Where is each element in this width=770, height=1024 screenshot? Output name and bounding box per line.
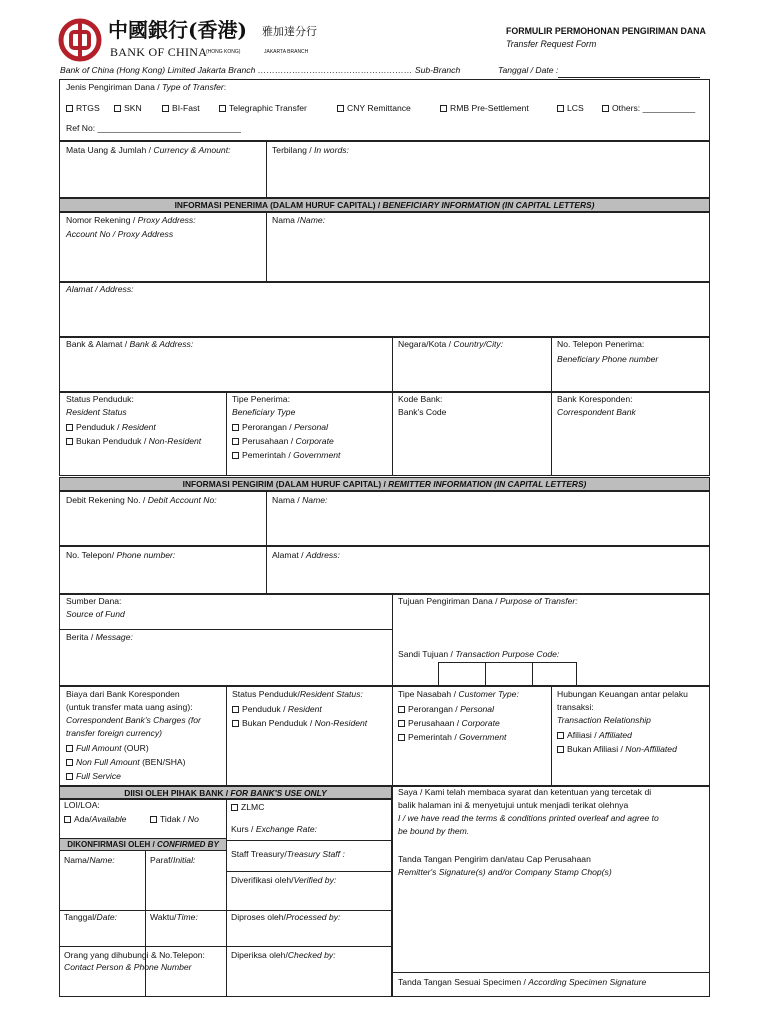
checkbox[interactable] xyxy=(114,105,121,112)
beneficiary-account-label[interactable] xyxy=(66,214,196,228)
option-skn[interactable] xyxy=(114,102,142,114)
option-bi-fast[interactable] xyxy=(162,102,200,114)
contact-person-label[interactable]: Orang yang dihubungi & No.Telepon: xyxy=(64,950,205,960)
cust-opt2-en: Corporate xyxy=(461,718,500,728)
signature-label-en: Remitter's Signature(s) and/or Company Stamp Chop(s) xyxy=(398,867,612,877)
checkbox[interactable] xyxy=(398,720,405,727)
resident-opt1-id: Penduduk / xyxy=(76,422,122,432)
date-label-text: Tanggal / Date : xyxy=(498,65,559,75)
checkbox[interactable] xyxy=(66,773,73,780)
account-en1: Proxy Address: xyxy=(137,215,196,225)
words-label-en: In words: xyxy=(314,145,349,155)
purpose-code-id: Sandi Tujuan / xyxy=(398,649,456,659)
confirm-time-label[interactable] xyxy=(150,911,198,925)
option-label: SKN xyxy=(124,103,142,113)
customer-type-label xyxy=(398,688,519,702)
checkbox[interactable] xyxy=(232,452,239,459)
bank-use-band-en: FOR BANK'S USE ONLY xyxy=(230,788,327,798)
checkbox[interactable] xyxy=(398,706,405,713)
specimen-signature-label xyxy=(398,976,646,990)
name-id: Nama / xyxy=(272,215,300,225)
checkbox[interactable] xyxy=(219,105,226,112)
transfer-type-label xyxy=(66,81,226,95)
checkbox[interactable] xyxy=(232,438,239,445)
purpose-code-en: Transaction Purpose Code: xyxy=(455,649,560,659)
non-full-amount-option[interactable] xyxy=(66,756,186,768)
contact-person-en: Contact Person & Phone Number xyxy=(64,962,192,972)
account-id: Nomor Rekening / xyxy=(66,215,138,225)
remitter-phone-en: Phone number: xyxy=(116,550,176,560)
full-service-option[interactable] xyxy=(66,770,121,782)
checkbox[interactable] xyxy=(602,105,609,112)
checkbox[interactable] xyxy=(66,105,73,112)
resident-opt2-en: Non-Resident xyxy=(148,436,202,446)
treasury-id: Staff Treasury/ xyxy=(231,849,287,859)
remitter-resident-label xyxy=(232,688,363,702)
resident-status-en: Resident Status xyxy=(66,407,127,417)
res-opt1-en: Resident xyxy=(287,704,322,714)
bank-name-cn: 中國銀行(香港) xyxy=(108,18,247,42)
message-en: Message: xyxy=(95,632,133,642)
declaration-line4: be bound by them. xyxy=(398,826,470,836)
in-words-label[interactable] xyxy=(272,144,349,158)
checkbox[interactable] xyxy=(66,745,73,752)
transfer-type-label-id: Jenis Pengiriman Dana / xyxy=(66,82,163,92)
cust-type-en: Customer Type: xyxy=(458,689,519,699)
boc-logo-icon xyxy=(58,18,102,62)
cust-opt3-en: Government xyxy=(459,732,507,742)
purpose-label[interactable] xyxy=(398,595,578,609)
checkbox[interactable] xyxy=(440,105,447,112)
charges-opt2-en: Non Full Amount xyxy=(76,757,140,767)
purpose-id: Tujuan Pengiriman Dana / xyxy=(398,596,500,606)
government-option[interactable] xyxy=(232,449,340,461)
checkbox[interactable] xyxy=(557,105,564,112)
resident-option[interactable] xyxy=(66,421,156,433)
res-opt2-id: Bukan Penduduk / xyxy=(242,718,315,728)
loi-opt1-en: Available xyxy=(91,814,127,824)
declaration-line3: I / we have read the terms & conditions printed overleaf and agree to xyxy=(398,813,659,823)
debit-en: Debit Account No: xyxy=(147,495,217,505)
cust-opt3-id: Pemerintah / xyxy=(408,732,460,742)
charges-opt3-en: Full Service xyxy=(76,771,121,781)
remitter-resident-option[interactable] xyxy=(232,703,322,715)
bank-name-en: BANK OF CHINA xyxy=(110,45,208,59)
declaration-line2: balik halaman ini & menyetujui untuk menjadi terikat olehnya xyxy=(398,800,629,810)
branch-line: Bank of China (Hong Kong) Limited Jakarta Branch ……………………………………………… Sub-Branch xyxy=(60,65,461,75)
message-label[interactable] xyxy=(66,631,133,645)
option-lcs[interactable] xyxy=(557,102,584,114)
beneficiary-account-en: Account No / Proxy Address xyxy=(66,229,174,239)
rel-opt1-id: Afiliasi / xyxy=(567,730,599,740)
checkbox[interactable] xyxy=(162,105,169,112)
type-opt1-id: Perorangan / xyxy=(242,422,295,432)
zlmc-option[interactable] xyxy=(231,801,264,813)
transfer-type-label-colon: : xyxy=(223,82,227,92)
exchange-rate-label[interactable] xyxy=(231,823,317,837)
confirm-name-label[interactable] xyxy=(64,854,115,868)
specimen-id: Tanda Tangan Sesuai Specimen / xyxy=(398,977,529,987)
source-of-fund-label[interactable]: Sumber Dana: xyxy=(66,596,122,606)
rel-opt1-en: Affiliated xyxy=(599,730,632,740)
resident-status-label: Status Penduduk: xyxy=(66,394,134,404)
name-en: Name: xyxy=(299,215,326,225)
currency-label-id: Mata Uang & Jumlah / xyxy=(66,145,154,155)
bank-addr-en: Bank & Address: xyxy=(129,339,194,349)
checkbox[interactable] xyxy=(150,816,157,823)
type-opt3-en: Government xyxy=(293,450,341,460)
debit-id: Debit Rekening No. / xyxy=(66,495,148,505)
loi-no-option[interactable] xyxy=(150,813,199,825)
charges-line3: Correspondent Bank's Charges (for xyxy=(66,715,201,725)
customer-government-option[interactable] xyxy=(398,731,506,743)
beneficiary-address-label[interactable]: Alamat / Address: xyxy=(66,284,134,294)
remitter-address-label[interactable] xyxy=(272,549,340,563)
checkbox[interactable] xyxy=(232,706,239,713)
personal-option[interactable] xyxy=(232,421,328,433)
ref-no-field[interactable]: Ref No: ______________________________ xyxy=(66,123,241,133)
confirmed-band-en: CONFIRMED BY xyxy=(157,840,219,849)
remitter-name-label[interactable] xyxy=(272,494,327,508)
currency-amount-label[interactable] xyxy=(66,144,230,158)
checkbox[interactable] xyxy=(337,105,344,112)
checked-by-label[interactable] xyxy=(231,949,336,963)
remitter-phone-id: No. Telepon/ xyxy=(66,550,117,560)
option-label: RMB Pre-Settlement xyxy=(450,103,529,113)
confirm-time-en: Time: xyxy=(176,912,198,922)
non-affiliated-option[interactable] xyxy=(557,743,677,755)
remitter-phone-label[interactable] xyxy=(66,549,175,563)
relationship-line3: Transaction Relationship xyxy=(557,715,651,725)
cust-opt1-id: Perorangan / xyxy=(408,704,461,714)
resident-opt2-id: Bukan Penduduk / xyxy=(76,436,149,446)
bank-code-label[interactable]: Kode Bank: xyxy=(398,394,443,404)
correspondent-bank-label[interactable]: Bank Koresponden: xyxy=(557,394,633,404)
beneficiary-phone-en: Beneficiary Phone number xyxy=(557,354,659,364)
date-label xyxy=(498,64,700,78)
form-subtitle: Transfer Request Form xyxy=(506,39,597,49)
charges-line2: (untuk transfer mata uang asing): xyxy=(66,702,193,712)
source-purpose-section xyxy=(59,594,710,686)
loi-label: LOI/LOA: xyxy=(64,800,100,810)
charges-line1: Biaya dari Bank Koresponden xyxy=(66,689,180,699)
checkbox[interactable] xyxy=(557,732,564,739)
corporate-option[interactable] xyxy=(232,435,334,447)
option-rtgs[interactable] xyxy=(66,102,100,114)
confirmed-band-id: DIKONFIRMASI OLEH / xyxy=(67,840,157,849)
type-opt3-id: Pemerintah / xyxy=(242,450,294,460)
purpose-code-label xyxy=(398,648,559,662)
resident-opt1-en: Resident xyxy=(121,422,156,432)
rel-opt2-en: Non-Affiliated xyxy=(625,744,677,754)
processed-by-label[interactable] xyxy=(231,911,340,925)
remitter-band xyxy=(59,477,710,491)
charges-opt1-code: (OUR) xyxy=(121,743,149,753)
beneficiary-type-label: Tipe Penerima: xyxy=(232,394,290,404)
bank-sub-en2: JAKARTA BRANCH xyxy=(264,49,309,55)
bank-branch-cn: 雅加達分行 xyxy=(262,25,317,38)
type-opt2-id: Perusahaan / xyxy=(242,436,296,446)
type-opt1-en: Personal xyxy=(294,422,328,432)
bank-address-label[interactable] xyxy=(66,338,193,352)
message-id: Berita / xyxy=(66,632,96,642)
checkbox[interactable] xyxy=(232,424,239,431)
cust-opt1-en: Personal xyxy=(460,704,494,714)
option-label: BI-Fast xyxy=(172,103,200,113)
option-label: CNY Remittance xyxy=(347,103,411,113)
purpose-code-box-3[interactable] xyxy=(532,662,577,686)
confirm-initial-label[interactable] xyxy=(150,854,195,868)
country-en: Country/City: xyxy=(453,339,504,349)
verified-en: Verified by: xyxy=(293,875,337,885)
country-city-label[interactable] xyxy=(398,338,503,352)
remitter-address-en: Address: xyxy=(305,550,340,560)
res-status-en: Resident Status: xyxy=(299,689,363,699)
customer-corporate-option[interactable] xyxy=(398,717,500,729)
signature-area[interactable] xyxy=(398,882,704,972)
remitter-non-resident-option[interactable] xyxy=(232,717,367,729)
words-label-id: Terbilang / xyxy=(272,145,315,155)
option-label: LCS xyxy=(567,103,584,113)
cust-type-id: Tipe Nasabah / xyxy=(398,689,459,699)
purpose-code-box-2[interactable] xyxy=(485,662,533,686)
confirm-initial-en: Initial: xyxy=(172,855,196,865)
confirm-date-label[interactable] xyxy=(64,911,117,925)
full-amount-option[interactable] xyxy=(66,742,149,754)
option-others[interactable] xyxy=(602,102,695,114)
checkbox[interactable] xyxy=(66,438,73,445)
zlmc-label: ZLMC xyxy=(241,802,265,812)
loi-available-option[interactable] xyxy=(64,813,126,825)
verified-by-label[interactable] xyxy=(231,874,336,888)
bank-addr-id: Bank & Alamat / xyxy=(66,339,130,349)
option-label: Others: ___________ xyxy=(612,103,696,113)
option-rmb-presettlement[interactable] xyxy=(440,102,529,114)
checkbox[interactable] xyxy=(398,734,405,741)
confirm-initial-id: Paraf/ xyxy=(150,855,173,865)
checked-en: Checked by: xyxy=(287,950,336,960)
loi-opt1-id: Ada/ xyxy=(74,814,92,824)
specimen-en: According Specimen Signature xyxy=(528,977,647,987)
treasury-en: Treasury Staff : xyxy=(286,849,345,859)
rel-opt2-id: Bukan Afiliasi / xyxy=(567,744,626,754)
loi-opt2-id: Tidak / xyxy=(160,814,188,824)
option-label: RTGS xyxy=(76,103,100,113)
beneficiary-phone-label[interactable]: No. Telepon Penerima: xyxy=(557,339,645,349)
processed-id: Diproses oleh/ xyxy=(231,912,286,922)
signature-label: Tanda Tangan Pengirim dan/atau Cap Perusahaan xyxy=(398,854,591,864)
purpose-en: Purpose of Transfer: xyxy=(499,596,578,606)
bank-logo xyxy=(58,18,328,64)
source-of-fund-en: Source of Fund xyxy=(66,609,125,619)
beneficiary-band-id: INFORMASI PENERIMA (DALAM HURUF CAPITAL) / xyxy=(174,200,383,210)
confirm-time-id: Waktu/ xyxy=(150,912,177,922)
bank-use-band-id: DIISI OLEH PIHAK BANK / xyxy=(124,788,231,798)
res-opt2-en: Non-Resident xyxy=(314,718,368,728)
rate-en: Exchange Rate: xyxy=(255,824,317,834)
remitter-band-id: INFORMASI PENGIRIM (DALAM HURUF CAPITAL) / xyxy=(182,479,389,489)
confirm-name-en: Name: xyxy=(89,855,115,865)
checkbox[interactable] xyxy=(66,759,73,766)
confirm-date-en: Date: xyxy=(96,912,118,922)
res-opt1-id: Penduduk / xyxy=(242,704,288,714)
loi-opt2-en: No xyxy=(187,814,199,824)
checkbox[interactable] xyxy=(66,424,73,431)
cust-opt2-id: Perusahaan / xyxy=(408,718,462,728)
checked-id: Diperiksa oleh/ xyxy=(231,950,288,960)
beneficiary-type-en: Beneficiary Type xyxy=(232,407,296,417)
processed-en: Processed by: xyxy=(285,912,341,922)
purpose-code-box-1[interactable] xyxy=(438,662,486,686)
remitter-address-id: Alamat / xyxy=(272,550,306,560)
bank-sub-en1: (HONG KONG) xyxy=(206,49,241,55)
remitter-band-en: REMITTER INFORMATION (IN CAPITAL LETTERS) xyxy=(388,479,587,489)
remitter-name-en: Name: xyxy=(302,495,328,505)
charges-line4: transfer foreign currency) xyxy=(66,728,162,738)
checkbox[interactable] xyxy=(231,804,238,811)
charges-opt2-code: (BEN/SHA) xyxy=(139,757,186,767)
charges-opt1-en: Full Amount xyxy=(76,743,122,753)
relationship-line1: Hubungan Keuangan antar pelaku xyxy=(557,689,688,699)
form-title: FORMULIR PERMOHONAN PENGIRIMAN DANA xyxy=(506,26,706,36)
treasury-staff-label[interactable] xyxy=(231,848,345,862)
country-id: Negara/Kota / xyxy=(398,339,454,349)
option-label: Telegraphic Transfer xyxy=(229,103,307,113)
res-status-id: Status Penduduk/ xyxy=(232,689,300,699)
date-field[interactable] xyxy=(558,77,700,78)
beneficiary-address-section xyxy=(59,282,710,337)
customer-personal-option[interactable] xyxy=(398,703,494,715)
confirmed-by-band xyxy=(59,838,227,851)
confirm-date-id: Tanggal/ xyxy=(64,912,97,922)
confirm-name-id: Nama/ xyxy=(64,855,90,865)
checkbox[interactable] xyxy=(557,746,564,753)
declaration-line1: Saya / Kami telah membaca syarat dan ketentuan yang tercetak di xyxy=(398,787,652,797)
checkbox[interactable] xyxy=(64,816,71,823)
beneficiary-band xyxy=(59,198,710,212)
debit-account-label[interactable] xyxy=(66,494,217,508)
rate-id: Kurs / xyxy=(231,824,256,834)
option-cny-remittance[interactable] xyxy=(337,102,411,114)
bank-use-band xyxy=(59,786,392,799)
beneficiary-name-label[interactable] xyxy=(272,214,325,228)
transfer-type-label-en: Type of Transfer xyxy=(162,82,224,92)
verified-id: Diverifikasi oleh/ xyxy=(231,875,294,885)
remitter-name-id: Nama / xyxy=(272,495,303,505)
option-telegraphic[interactable] xyxy=(219,102,307,114)
beneficiary-band-en: BENEFICIARY INFORMATION (IN CAPITAL LETTERS) xyxy=(382,200,595,210)
relationship-line2: transaksi: xyxy=(557,702,594,712)
currency-label-en: Currency & Amount: xyxy=(153,145,231,155)
bank-code-en: Bank's Code xyxy=(398,407,447,417)
checkbox[interactable] xyxy=(232,720,239,727)
correspondent-bank-en: Correspondent Bank xyxy=(557,407,636,417)
affiliated-option[interactable] xyxy=(557,729,632,741)
type-opt2-en: Corporate xyxy=(295,436,334,446)
non-resident-option[interactable] xyxy=(66,435,201,447)
